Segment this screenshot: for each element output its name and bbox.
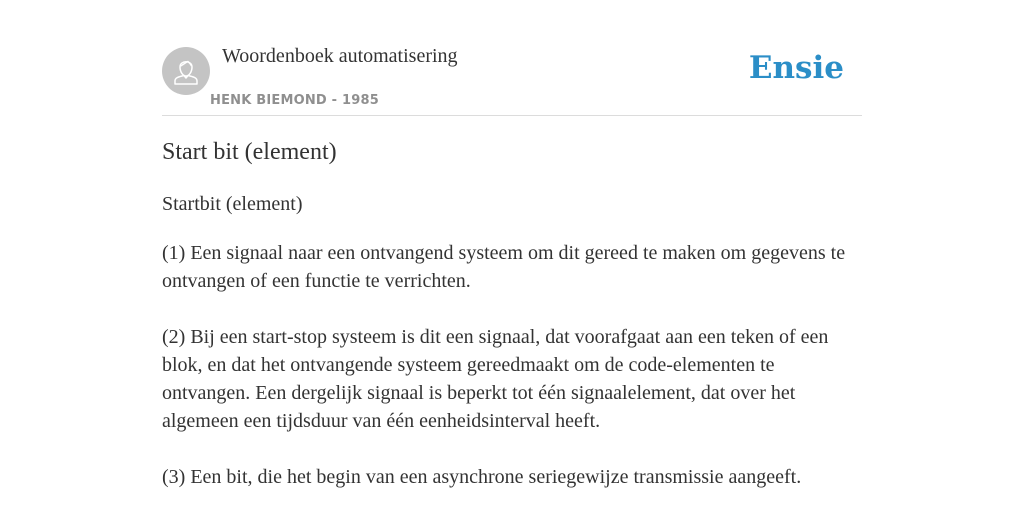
page-header — [162, 0, 862, 116]
brand-logo[interactable]: Ensie — [748, 50, 844, 86]
definition-paragraph: (1) Een signaal naar een ontvangend systeem om dit gereed te maken om gegevens te ontvangen of een functie te verrichten. — [162, 242, 846, 292]
entry-title: Start bit (element) — [162, 139, 337, 165]
author-year-separator: - — [326, 93, 342, 108]
publication-year: 1985 — [342, 93, 379, 108]
entry-subtitle: Startbit (element) — [162, 193, 303, 215]
definition-paragraph: (2) Bij een start-stop systeem is dit een signaal, dat voorafgaat aan een teken of een blok, en dat het ontvangende systeem gereedmaakt om de code-elementen te ontvangen. Een dergelijk signaal is beperkt tot één signaalelement, dat over het algemeen een tijdsduur van één eenheidsinterval heeft. — [162, 326, 829, 432]
definition-paragraph: (3) Een bit, die het begin van een asynchrone seriegewijze transmissie aangeeft. — [162, 466, 802, 488]
page-content — [162, 0, 862, 488]
definition-list — [162, 239, 862, 519]
author-name[interactable]: HENK BIEMOND — [210, 93, 327, 108]
book-title[interactable]: Woordenboek automatisering — [222, 45, 458, 67]
user-avatar-icon[interactable] — [162, 47, 210, 95]
author-line — [210, 93, 379, 108]
